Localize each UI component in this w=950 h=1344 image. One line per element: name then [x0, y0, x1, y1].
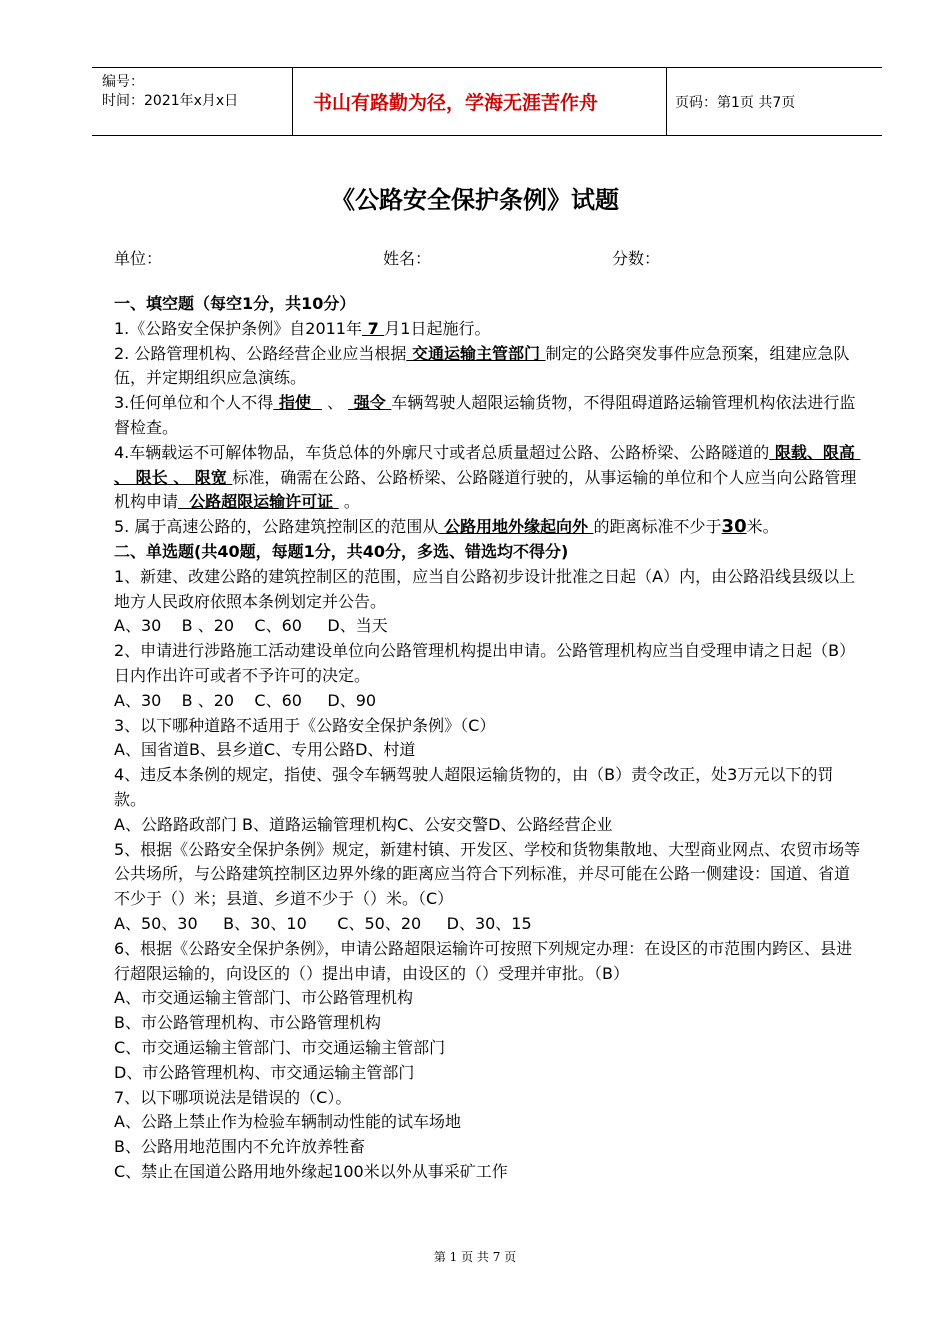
choice-line: B、公路用地范围内不允许放养牲畜	[114, 1137, 365, 1157]
answer-blank: 30	[721, 516, 747, 538]
choice-line: 5、根据《公路安全保护条例》规定，新建村镇、开发区、学校和货物集散地、大型商业网点、农贸市场等公共场所，与公路建筑控制区边界外缘的距离应当符合下列标准，并尽可能在公路一侧建设：国道、省道不少于（）米；县道、乡道不少于（）米。（C）	[114, 839, 861, 909]
header-page-number: 页码：第1页 共7页	[675, 94, 796, 111]
fill-question-5: 5. 属于高速公路的，公路建筑控制区的范围从 公路用地外缘起向外 的距离标准不少于30米。	[114, 516, 779, 538]
choice-line: 1、新建、改建公路的建筑控制区的范围，应当自公路初步设计批准之日起（A）内，由公路沿线县级以上地方人民政府依照本条例划定并公告。	[114, 566, 856, 611]
choice-line: C、禁止在国道公路用地外缘起100米以外从事采矿工作	[114, 1161, 508, 1181]
header-meta	[92, 68, 292, 135]
choice-line: 4、违反本条例的规定，指使、强令车辆驾驶人超限运输货物的，由（B）责令改正，处3万元以下的罚款。	[114, 765, 834, 809]
page-footer: 第 1 页 共 7 页	[433, 1250, 517, 1264]
choice-line: A、公路路政部门 B、道路运输管理机构C、公安交警D、公路经营企业	[114, 814, 613, 834]
choice-line: D、市公路管理机构、市交通运输主管部门	[114, 1062, 415, 1082]
answer-blank: 公路超限运输许可证	[189, 492, 334, 512]
choice-line: A、30 B 、20 C、60 D、当天	[114, 616, 388, 636]
fill-question-4: 4.车辆载运不可解体物品，车货总体的外廓尺寸或者总质量超过公路、公路桥梁、公路隧道的 限载、限高 、 限长 、 限宽 标准，确需在公路、公路桥梁、公路隧道行驶的，从事运输的单位和个人应当向公路管理机构申请 公路超限运输许可证 。	[114, 441, 862, 515]
fill-question-1: 1.《公路安全保护条例》自2011年 7 月1日起施行。	[114, 318, 491, 338]
answer-blank: 限载、限高	[774, 442, 855, 462]
section-fill-heading: 一、填空题（每空1分，共10分）	[114, 294, 356, 313]
page-header	[92, 67, 882, 136]
choice-line: 2、申请进行涉路施工活动建设单位向公路管理机构提出申请。公路管理机构应当自受理申请之日起（B）日内作出许可或者不予许可的决定。	[114, 641, 856, 685]
choice-line: A、30 B 、20 C、60 D、90	[114, 690, 377, 710]
answer-blank: 7	[367, 318, 379, 338]
section-single-choice-heading: 二、单选题(共40题，每题1分，共40分，多选、错选均不得分)	[114, 541, 569, 561]
answer-blank: 限长	[135, 467, 168, 487]
fill-question-3: 3.任何单位和个人不得 指使 、 强令 车辆驾驶人超限运输货物，不得阻碍道路运输管理机构依法进行监督检查。	[114, 393, 856, 437]
exam-body	[114, 292, 862, 1185]
header-motto: 书山有路勤为径，学海无涯苦作舟	[292, 68, 667, 135]
choice-question-list	[114, 565, 862, 1185]
unit-label: 单位：	[114, 249, 163, 268]
answer-blank: 交通运输主管部门	[411, 343, 540, 363]
choice-line: 7、以下哪项说法是错误的（C）。	[114, 1087, 352, 1107]
date-label: 时间：2021年x月x日	[102, 93, 239, 109]
score-label: 分数：	[612, 249, 661, 268]
choice-line: A、公路上禁止作为检验车辆制动性能的试车场地	[114, 1112, 461, 1132]
choice-line: C、市交通运输主管部门、市交通运输主管部门	[114, 1037, 446, 1057]
answer-blank: 指使	[278, 393, 311, 413]
choice-line: A、50、30 B、30、10 C、50、20 D、30、15	[114, 913, 532, 933]
answer-blank: 公路用地外缘起向外	[443, 517, 588, 537]
serial-number-label: 编号：	[102, 74, 144, 90]
choice-line: A、市交通运输主管部门、市公路管理机构	[114, 988, 413, 1008]
name-label: 姓名：	[383, 249, 432, 268]
choice-line: A、国省道B、县乡道C、专用公路D、村道	[114, 740, 416, 760]
choice-line: 3、以下哪种道路不适用于《公路安全保护条例》（C）	[114, 715, 496, 735]
document-title: 《公路安全保护条例》试题	[331, 186, 619, 214]
answer-blank: 强令	[353, 393, 386, 413]
choice-line: 6、根据《公路安全保护条例》，申请公路超限运输许可按照下列规定办理：在设区的市范围内跨区、县进行超限运输的，向设区的（）提出申请，由设区的（）受理并审批。（B）	[114, 938, 853, 983]
fill-question-2: 2. 公路管理机构、公路经营企业应当根据 交通运输主管部门 制定的公路突发事件应急预案，组建应急队伍，并定期组织应急演练。	[114, 343, 850, 388]
choice-line: B、市公路管理机构、市公路管理机构	[114, 1013, 381, 1033]
answer-blank: 限宽	[194, 467, 227, 487]
